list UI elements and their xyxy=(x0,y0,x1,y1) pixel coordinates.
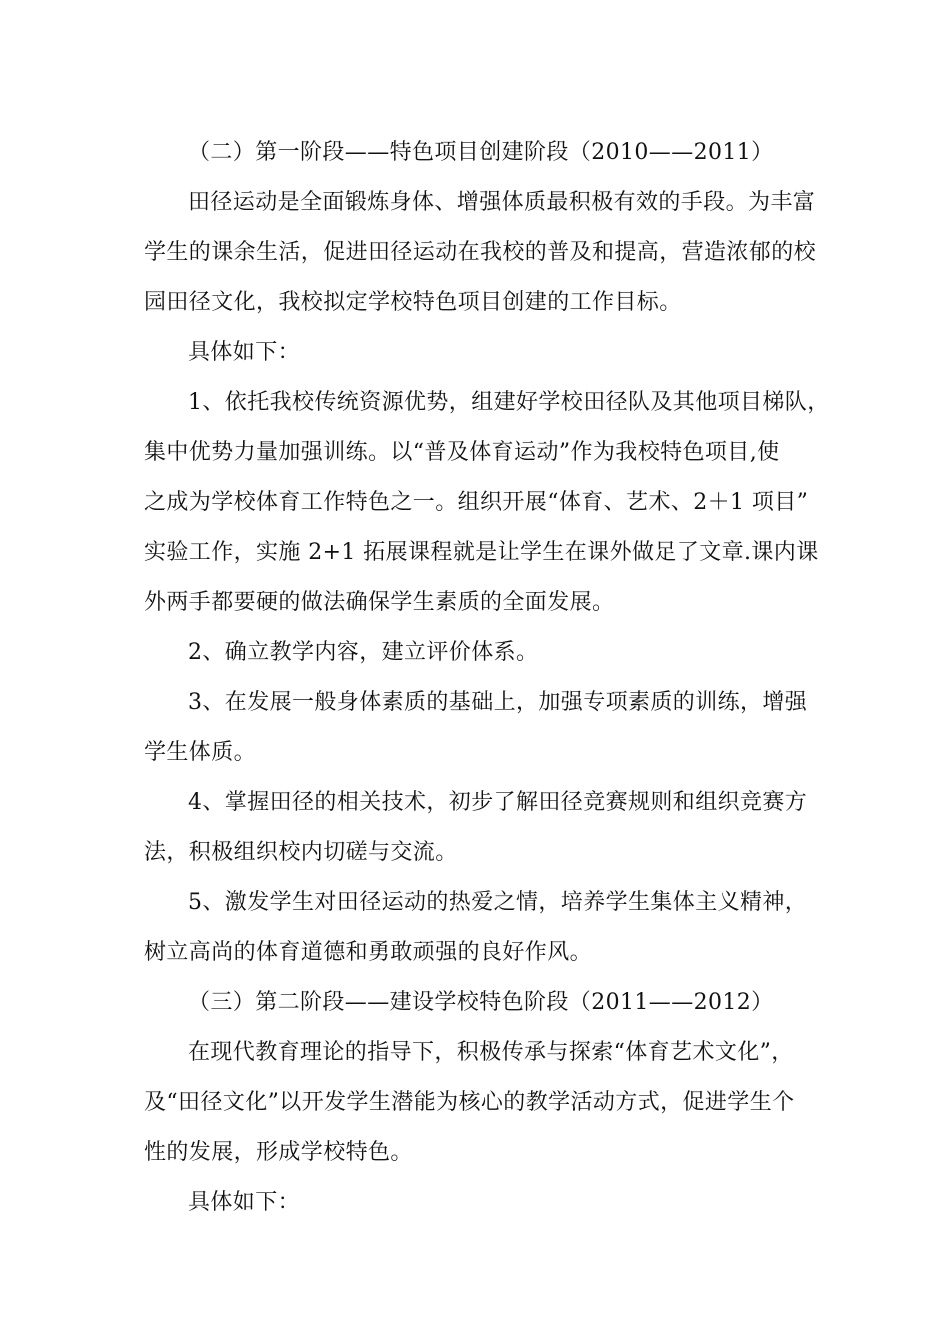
list-item-line: 树立高尚的体育道德和勇敢顽强的良好作风。 xyxy=(144,940,593,965)
paragraph-line: 具体如下： xyxy=(188,340,301,365)
list-item-line: 法，积极组织校内切磋与交流。 xyxy=(144,840,458,865)
paragraph-line: 及“田径文化”以开发学生潜能为核心的教学活动方式，促进学生个 xyxy=(144,1090,795,1115)
section-heading: （二）第一阶段——特色项目创建阶段（2010——2011） xyxy=(188,140,774,165)
list-item-line: 2、确立教学内容，建立评价体系。 xyxy=(188,640,539,665)
section-heading: （三）第二阶段——建设学校特色阶段（2011——2012） xyxy=(188,990,774,1015)
paragraph-line: 在现代教育理论的指导下，积极传承与探索“体育艺术文化”， xyxy=(188,1040,794,1065)
list-item-line: 4、掌握田径的相关技术，初步了解田径竞赛规则和组织竞赛方 xyxy=(188,790,808,815)
list-item-line: 实验工作，实施 2+1 拓展课程就是让学生在课外做足了文章.课内课 xyxy=(144,540,819,565)
list-item-line: 学生体质。 xyxy=(144,740,257,765)
list-item-line: 外两手都要硬的做法确保学生素质的全面发展。 xyxy=(144,590,615,615)
paragraph-line: 性的发展，形成学校特色。 xyxy=(144,1140,413,1165)
list-item-line: 之成为学校体育工作特色之一。组织开展“体育、艺术、2＋1 项目” xyxy=(144,490,809,515)
list-item-line: 5、激发学生对田径运动的热爱之情，培养学生集体主义精神， xyxy=(188,890,808,915)
list-item-line: 3、在发展一般身体素质的基础上，加强专项素质的训练，增强 xyxy=(188,690,808,715)
list-item-line: 1、依托我校传统资源优势，组建好学校田径队及其他项目梯队， xyxy=(188,390,830,415)
paragraph-line: 具体如下： xyxy=(188,1190,301,1215)
paragraph-line: 田径运动是全面锻炼身体、增强体质最积极有效的手段。为丰富 xyxy=(188,190,816,215)
list-item-line: 集中优势力量加强训练。以“普及体育运动”作为我校特色项目,使 xyxy=(144,440,780,465)
paragraph-line: 学生的课余生活，促进田径运动在我校的普及和提高，营造浓郁的校 xyxy=(144,240,817,265)
paragraph-line: 园田径文化，我校拟定学校特色项目创建的工作目标。 xyxy=(144,290,682,315)
